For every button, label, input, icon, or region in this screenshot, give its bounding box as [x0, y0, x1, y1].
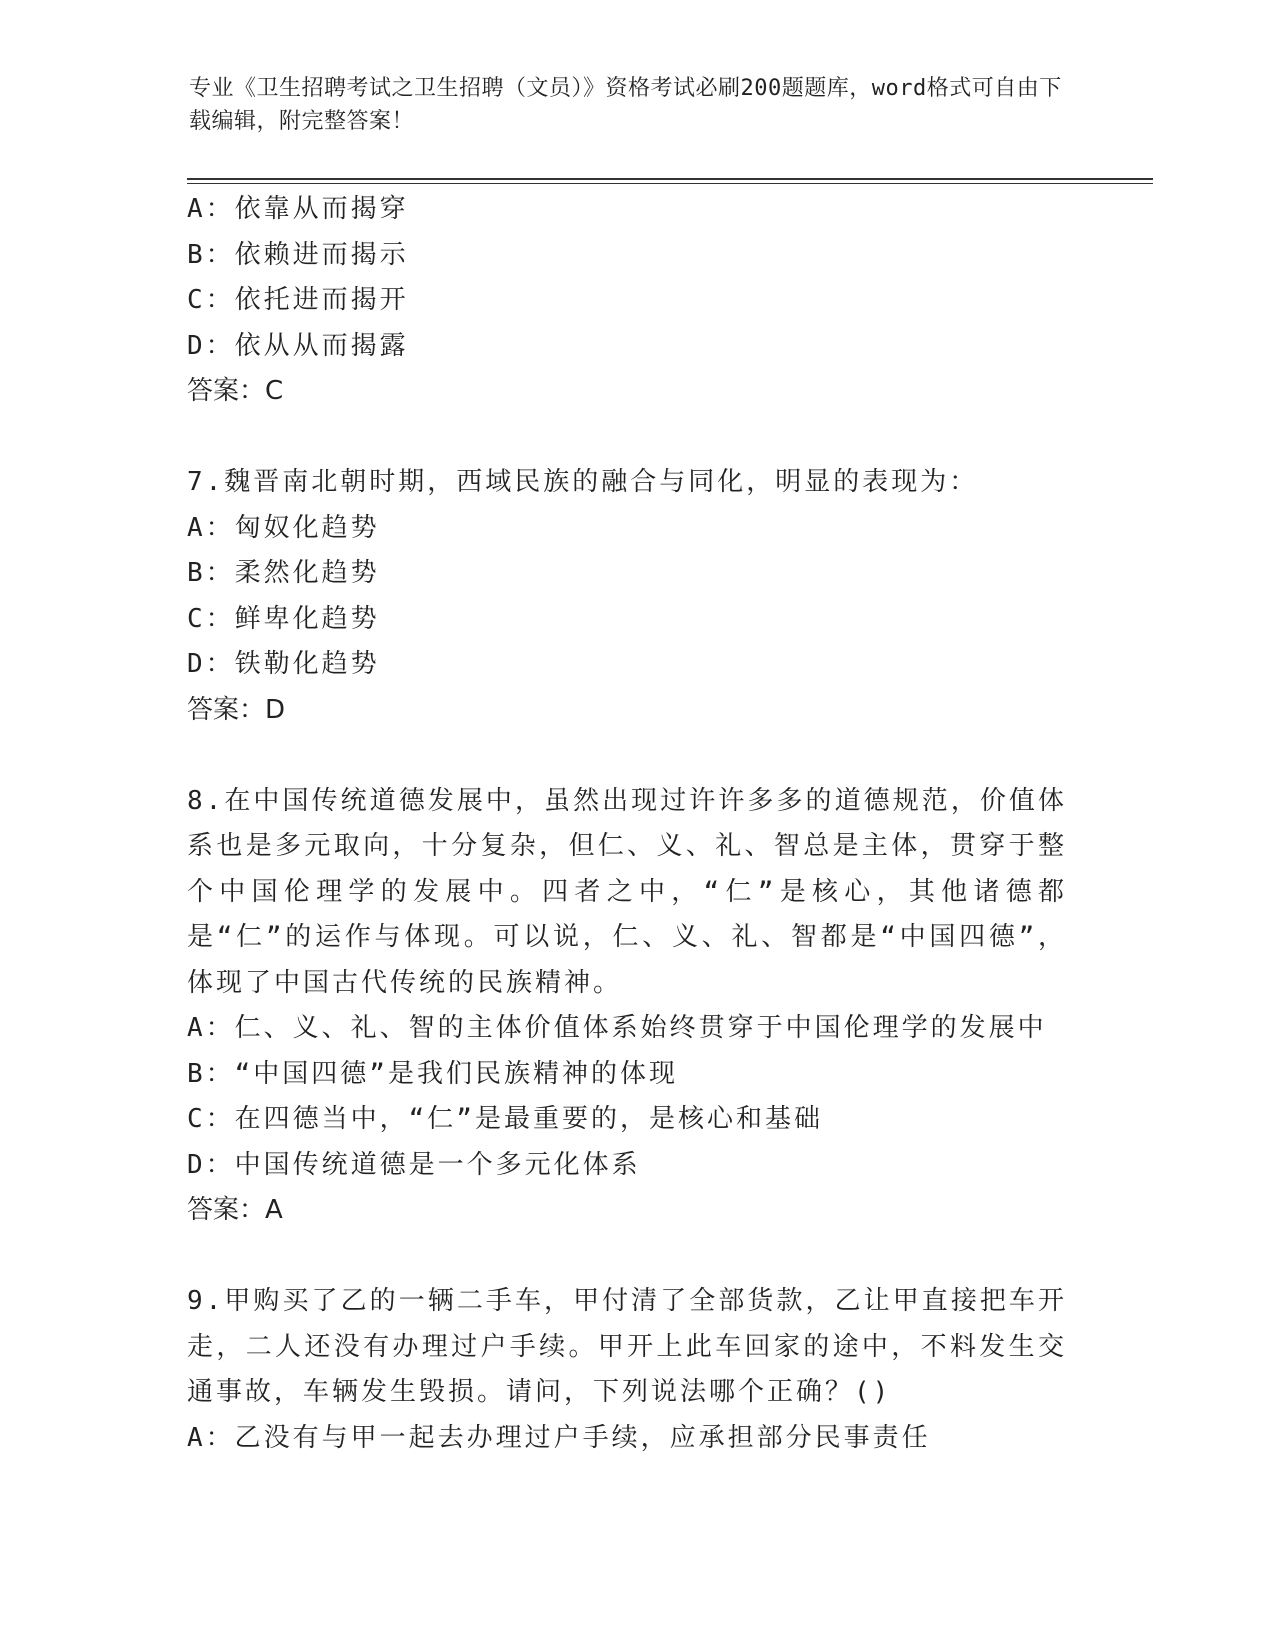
header-divider [187, 178, 1153, 180]
option-a: A：乙没有与甲一起去办理过户手续，应承担部分民事责任 [187, 1422, 931, 1453]
answer: 答案：C [187, 376, 284, 406]
question-9 [187, 1279, 1067, 1461]
option-b: B：“中国四德”是我们民族精神的体现 [187, 1058, 678, 1089]
option-d: D：依从从而揭露 [187, 330, 409, 361]
question-8 [187, 779, 1067, 1234]
option-d: D：铁勒化趋势 [187, 649, 380, 679]
question-content [187, 187, 1067, 1461]
option-c: C：鲜卑化趋势 [187, 603, 380, 634]
option-c: C：在四德当中，“仁”是最重要的，是核心和基础 [187, 1104, 823, 1134]
option-b: B：依赖进而揭示 [187, 239, 409, 270]
answer: 答案：D [187, 694, 286, 725]
spacer [187, 733, 1067, 779]
option-a: A：匈奴化趋势 [187, 512, 380, 543]
option-c: C：依托进而揭开 [187, 285, 409, 315]
header-divider-thin [187, 183, 1153, 184]
option-d: D：中国传统道德是一个多元化体系 [187, 1149, 641, 1180]
question-stem: 7.魏晋南北朝时期，西域民族的融合与同化，明显的表现为： [187, 467, 979, 497]
spacer [187, 415, 1067, 461]
option-b: B：柔然化趋势 [187, 558, 380, 588]
question-stem: 9.甲购买了乙的一辆二手车，甲付清了全部货款，乙让甲直接把车开走，二人还没有办理过户手续。甲开上此车回家的途中，不料发生交通事故，车辆发生毁损。请问，下列说法哪个正确？() [187, 1286, 1067, 1407]
answer: 答案：A [187, 1195, 283, 1225]
question-7 [187, 460, 1067, 733]
question-stem: 8.在中国传统道德发展中，虽然出现过许许多多的道德规范，价值体系也是多元取向，十分复杂，但仁、义、礼、智总是主体，贯穿于整个中国伦理学的发展中。四者之中，“仁”是核心，其他诸德都是“仁”的运作与体现。可以说，仁、义、礼、智都是“中国四德”，体现了中国古代传统的民族精神。 [187, 785, 1067, 998]
option-a: A：依靠从而揭穿 [187, 194, 409, 224]
question-6 [187, 187, 1067, 415]
option-a: A：仁、义、礼、智的主体价值体系始终贯穿于中国伦理学的发展中 [187, 1013, 1047, 1043]
spacer [187, 1234, 1067, 1280]
document-header: 专业《卫生招聘考试之卫生招聘（文员）》资格考试必刷200题题库，word格式可自由下载编辑，附完整答案！ [189, 76, 1062, 134]
